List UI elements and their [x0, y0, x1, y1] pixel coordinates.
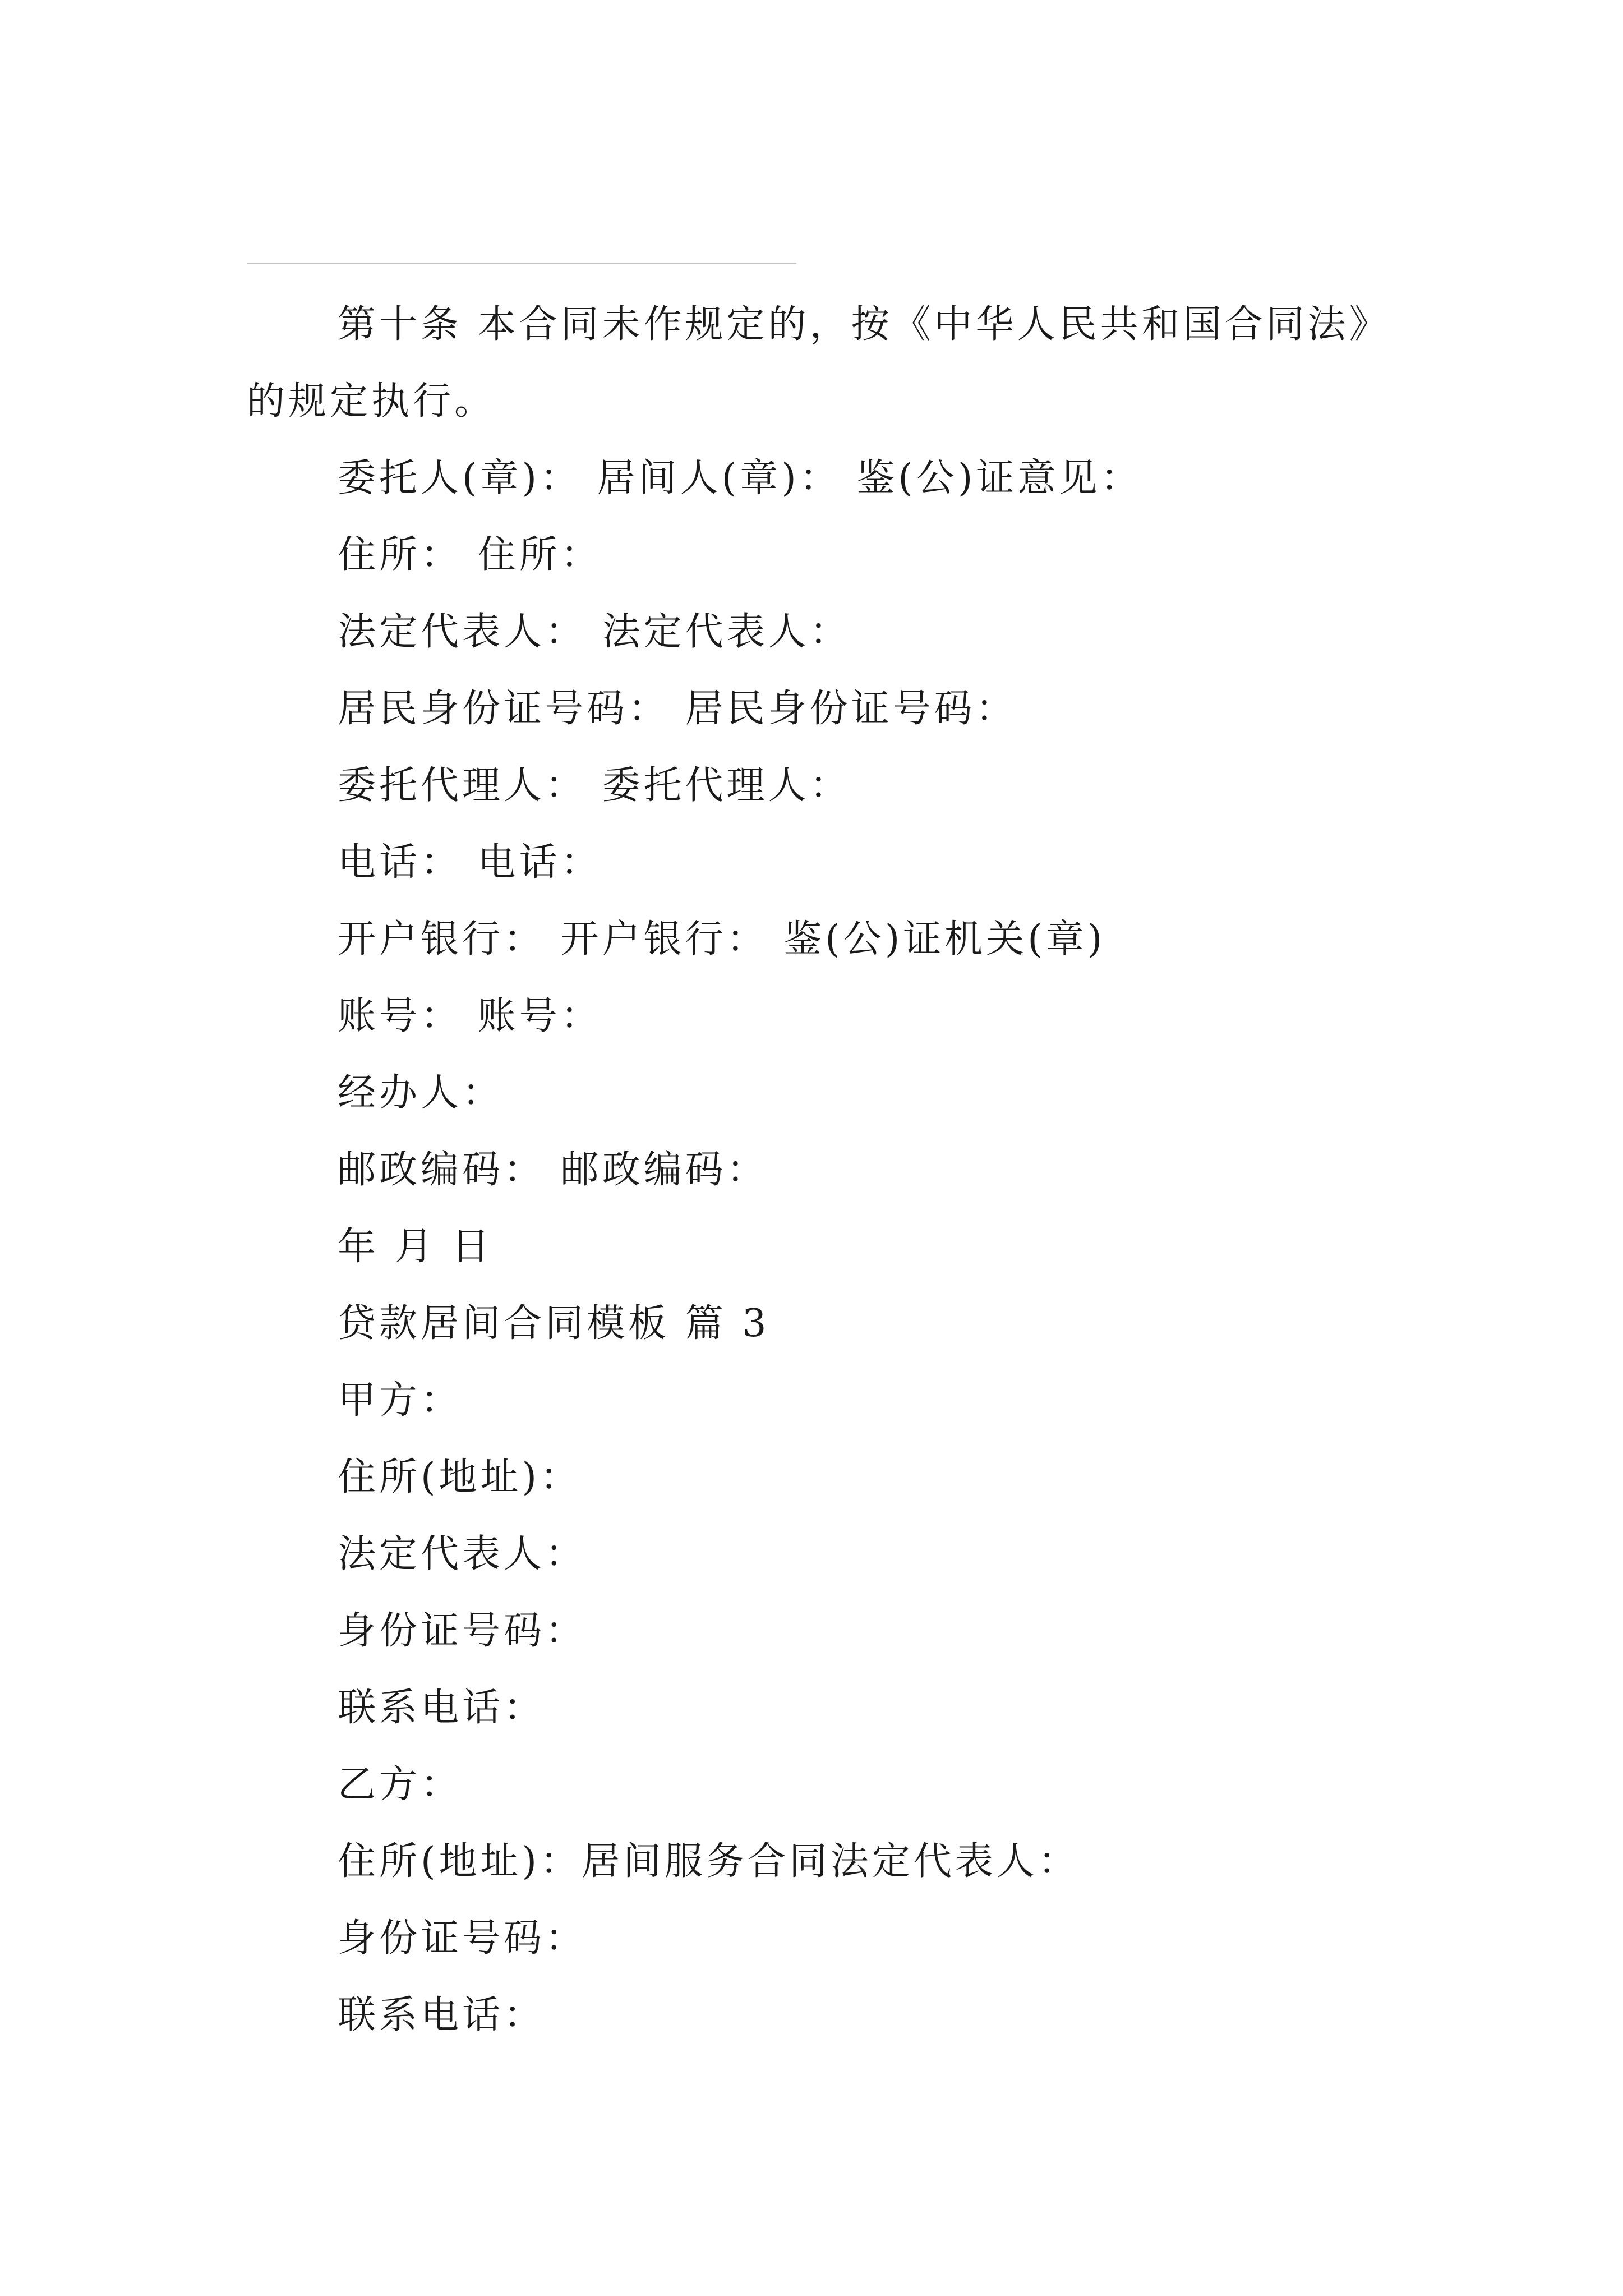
- signature-line-postcode: 邮政编码： 邮政编码：: [338, 1148, 768, 1192]
- signature-line-id-number: 居民身份证号码： 居民身份证号码：: [338, 687, 1017, 731]
- party-a-legal-rep: 法定代表人：: [338, 1532, 587, 1576]
- signature-line-phone: 电话： 电话：: [338, 840, 602, 885]
- party-a-address: 住所(地址)：: [338, 1455, 582, 1499]
- section-title: 贷款居间合同模板 篇 3: [338, 1301, 770, 1346]
- signature-line-agent: 委托代理人： 委托代理人：: [338, 763, 851, 808]
- signature-line-bank: 开户银行： 开户银行： 鉴(公)证机关(章): [338, 917, 1106, 961]
- party-b-label: 乙方：: [338, 1763, 463, 1807]
- signature-line-legal-rep: 法定代表人： 法定代表人：: [338, 610, 851, 654]
- party-a-id-number: 身份证号码：: [338, 1609, 587, 1653]
- party-b-id-number: 身份证号码：: [338, 1916, 587, 1961]
- party-b-phone: 联系电话：: [338, 1993, 546, 2037]
- signature-line-handler: 经办人：: [338, 1071, 504, 1115]
- document-body: [247, 286, 1391, 2054]
- signature-line-party: 委托人(章)： 居间人(章)： 鉴(公)证意见：: [338, 456, 1142, 500]
- signature-line-date: 年 月 日: [338, 1225, 494, 1269]
- signature-line-address: 住所： 住所：: [338, 533, 602, 577]
- party-b-address: 住所(地址)：居间服务合同法定代表人：: [338, 1839, 1080, 1884]
- article-10-paragraph: 第十条 本合同未作规定的，按《中华人民共和国合同法》的规定执行。: [247, 302, 1391, 424]
- header-rule: [247, 263, 796, 264]
- signature-line-account: 账号： 账号：: [338, 994, 602, 1038]
- party-a-phone: 联系电话：: [338, 1686, 546, 1730]
- party-a-label: 甲方：: [338, 1378, 463, 1423]
